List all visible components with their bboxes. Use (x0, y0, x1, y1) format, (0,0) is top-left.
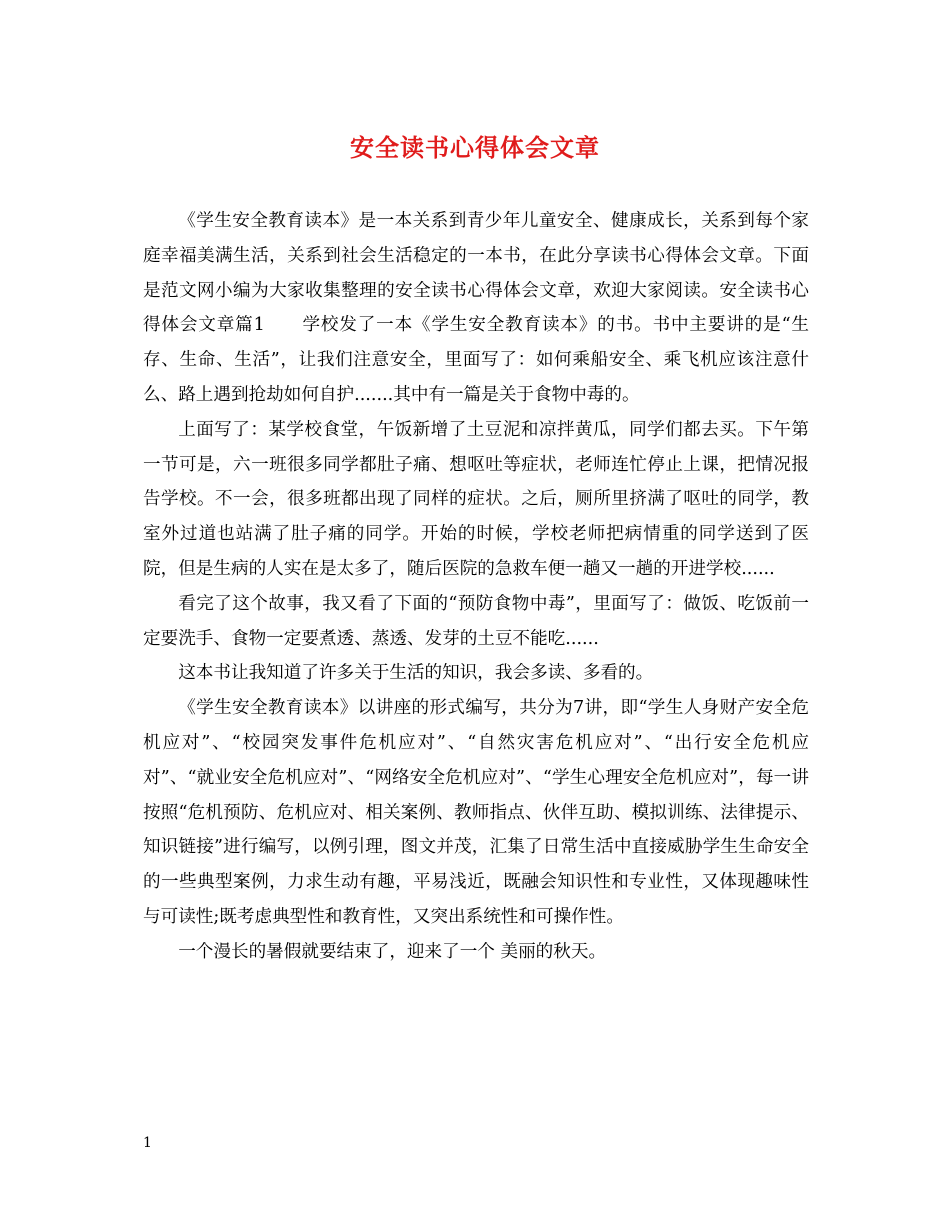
paragraph: 《学生安全教育读本》以讲座的形式编写，共分为7讲，即“学生人身财产安全危机应对”、“校园突发事件危机应对”、“自然灾害危机应对”、“出行安全危机应对”、“就业安全危机应对”、“网络安全危机应对”、“学生心理安全危机应对”，每一讲按照“危机预防、危机应对、相关案例、教师指点、伙伴互助、模拟训练、法律提示、知识链接”进行编写，以例引理，图文并茂，汇集了日常生活中直接威胁学生生命安全的一些典型案例，力求生动有趣，平易浅近，既融会知识性和专业性，又体现趣味性与可读性;既考虑典型性和教育性，又突出系统性和可操作性。 (143, 698, 809, 927)
paragraph: 上面写了：某学校食堂，午饭新增了土豆泥和凉拌黄瓜，同学们都去买。下午第一节可是，六一班很多同学都肚子痛、想呕吐等症状，老师连忙停止上课，把情况报告学校。不一会，很多班都出现了同样的症状。之后，厕所里挤满了呕吐的同学，教室外过道也站满了肚子痛的同学。开始的时候，学校老师把病情重的同学送到了医院，但是生病的人实在是太多了，随后医院的急救车便一趟又一趟的开进学校...... (143, 419, 809, 579)
document-title: 安全读书心得体会文章 (350, 133, 600, 162)
document-body (143, 204, 809, 970)
paragraph: 这本书让我知道了许多关于生活的知识，我会多读、多看的。 (178, 663, 654, 684)
paragraph: 一个漫长的暑假就要结束了，迎来了一个 美丽的秋天。 (178, 941, 607, 962)
page-number: 1 (143, 1135, 152, 1151)
paragraph: 看完了这个故事，我又看了下面的“预防食物中毒”，里面写了：做饭、吃饭前一定要洗手、食物一定要煮透、蒸透、发芽的土豆不能吃...... (143, 593, 809, 649)
paragraph: 《学生安全教育读本》是一本关系到青少年儿童安全、健康成长，关系到每个家庭幸福美满生活，关系到社会生活稳定的一本书，在此分享读书心得体会文章。下面是范文网小编为大家收集整理的安全读书心得体会文章，欢迎大家阅读。安全读书心得体会文章篇1 学校发了一本《学生安全教育读本》的书。书中主要讲的是“生存、生命、生活”，让我们注意安全，里面写了：如何乘船安全、乘飞机应该注意什么、路上遇到抢劫如何自护.......其中有一篇是关于食物中毒的。 (143, 211, 809, 405)
